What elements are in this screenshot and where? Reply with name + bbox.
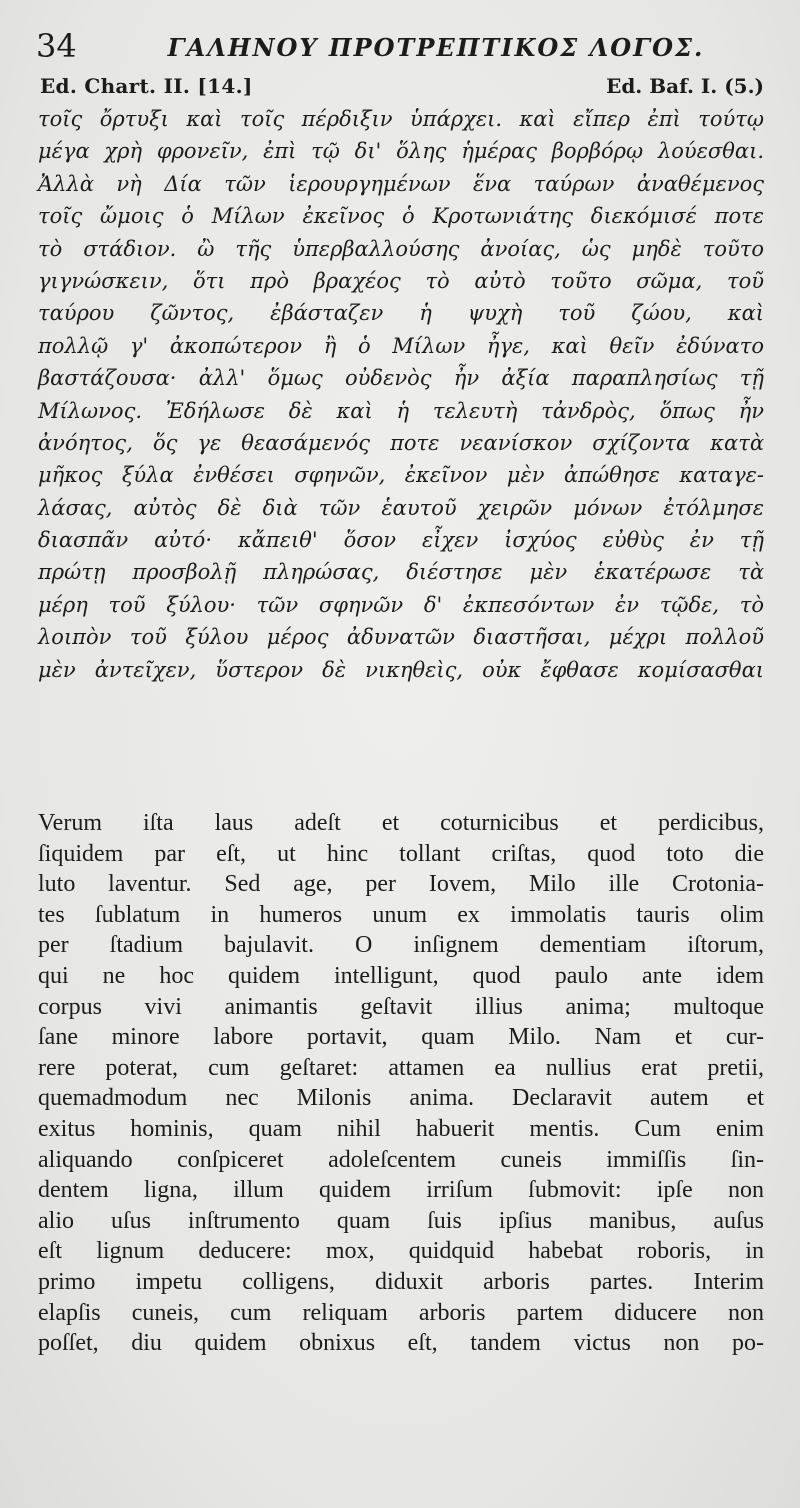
latin-line: ſiquidem par eſt, ut hinc tollant criſtas, quod toto die	[38, 840, 764, 867]
greek-line: μέγα χρὴ φρονεῖν, ἐπὶ τῷ δι' ὅλης ἡμέρας βορβόρῳ λούεσθαι.	[38, 139, 764, 164]
running-title: ΓΑΛΗΝΟΥ ΠΡΟΤΡΕΠΤΙΚΟΣ ΛΟΓΟΣ.	[167, 33, 705, 62]
greek-line: βαστάζουσα· ἀλλ' ὅμως οὐδενὸς ἦν ἀξία παραπλησίως τῇ	[38, 366, 764, 391]
greek-line: μὲν ἀντεῖχεν, ὕστερον δὲ νικηθεὶς, οὐκ ἔφθασε κομίσασθαι	[38, 657, 764, 682]
latin-line: qui ne hoc quidem intelligunt, quod paulo ante idem	[38, 962, 764, 989]
latin-line: primo impetu colligens, diduxit arboris partes. Interim	[38, 1268, 764, 1295]
greek-line: τοῖς ὤμοις ὁ Μίλων ἐκεῖνος ὁ Κροτωνιάτης διεκόμισέ ποτε	[38, 204, 764, 229]
latin-line: per ſtadium bajulavit. O inſignem dementiam iſtorum,	[38, 932, 764, 959]
greek-line: τὸ στάδιον. ὢ τῆς ὑπερβαλλούσης ἀνοίας, ὡς μηδὲ τοῦτο	[38, 236, 764, 261]
latin-line: corpus vivi animantis geſtavit illius anima; multoque	[38, 993, 764, 1020]
latin-line: dentem ligna, illum quidem irriſum ſubmovit: ipſe non	[38, 1177, 764, 1204]
edition-reference-left: Ed. Chart. II. [14.]	[40, 74, 253, 98]
latin-line: rere poterat, cum geſtaret: attamen ea nullius erat pretii,	[38, 1054, 764, 1081]
greek-line: μῆκος ξύλα ἐνθέσει σφηνῶν, ἐκεῖνον μὲν ἀπώθησε καταγε-	[38, 463, 764, 488]
greek-line: μέρη τοῦ ξύλου· τῶν σφηνῶν δ' ἐκπεσόντων ἐν τῷδε, τὸ	[38, 592, 764, 617]
page-header	[36, 27, 766, 70]
edition-reference-right: Ed. Baf. I. (5.)	[606, 74, 764, 98]
greek-line: ἀνόητος, ὅς γε θεασάμενός ποτε νεανίσκον σχίζοντα κατὰ	[38, 430, 764, 455]
greek-line: λοιπὸν τοῦ ξύλου μέρος ἀδυνατῶν διαστῆσαι, μέχρι πολλοῦ	[38, 625, 764, 650]
latin-line: alio uſus inſtrumento quam ſuis ipſius manibus, auſus	[38, 1207, 764, 1234]
latin-line: exitus hominis, quam nihil habuerit mentis. Cum enim	[38, 1115, 764, 1142]
latin-line: aliquando conſpiceret adoleſcentem cuneis immiſſis ſin-	[38, 1146, 764, 1173]
greek-line: Ἀλλὰ νὴ Δία τῶν ἱερουργημένων ἕνα ταύρων ἀναθέμενος	[38, 171, 764, 196]
greek-line: πολλῷ γ' ἀκοπώτερον ἢ ὁ Μίλων ἦγε, καὶ θεῖν ἐδύνατο	[38, 333, 764, 358]
latin-line: luto laventur. Sed age, per Iovem, Milo ille Crotonia-	[38, 871, 764, 898]
latin-text-block	[38, 808, 764, 1359]
greek-line: διασπᾶν αὐτό· κἄπειθ' ὅσον εἶχεν ἰσχύος εὐθὺς ἐν τῇ	[38, 528, 764, 553]
greek-line: γιγνώσκειν, ὅτι πρὸ βραχέος τὸ αὐτὸ τοῦτο σῶμα, τοῦ	[38, 268, 764, 293]
greek-line: Μίλωνος. Ἐδήλωσε δὲ καὶ ἡ τελευτὴ τἀνδρὸς, ὅπως ἦν	[38, 398, 764, 423]
greek-text-block	[38, 103, 764, 686]
greek-line: ταύρου ζῶντος, ἐβάσταζεν ἡ ψυχὴ τοῦ ζώου, καὶ	[38, 301, 764, 326]
latin-line: ſane minore labore portavit, quam Milo. Nam et cur-	[38, 1024, 764, 1051]
greek-line: λάσας, αὐτὸς δὲ διὰ τῶν ἑαυτοῦ χειρῶν μόνων ἐτόλμησε	[38, 495, 764, 520]
latin-line: eſt lignum deducere: mox, quidquid habebat roboris, in	[38, 1238, 764, 1265]
latin-line: poſſet, diu quidem obnixus eſt, tandem victus non po-	[38, 1330, 764, 1357]
latin-line: quemadmodum nec Milonis anima. Declaravit autem et	[38, 1085, 764, 1112]
latin-line: elapſis cuneis, cum reliquam arboris partem diducere non	[38, 1299, 764, 1326]
greek-line: τοῖς ὄρτυξι καὶ τοῖς πέρδιξιν ὑπάρχει. καὶ εἴπερ ἐπὶ τούτῳ	[38, 107, 764, 131]
page-number: 34	[36, 27, 77, 65]
latin-line: tes ſublatum in humeros unum ex immolatis tauris olim	[38, 901, 764, 928]
greek-line: πρώτῃ προσβολῇ πληρώσας, διέστησε μὲν ἑκατέρωσε τὰ	[38, 560, 764, 585]
latin-line: Verum iſta laus adeſt et coturnicibus et perdicibus,	[38, 810, 764, 836]
